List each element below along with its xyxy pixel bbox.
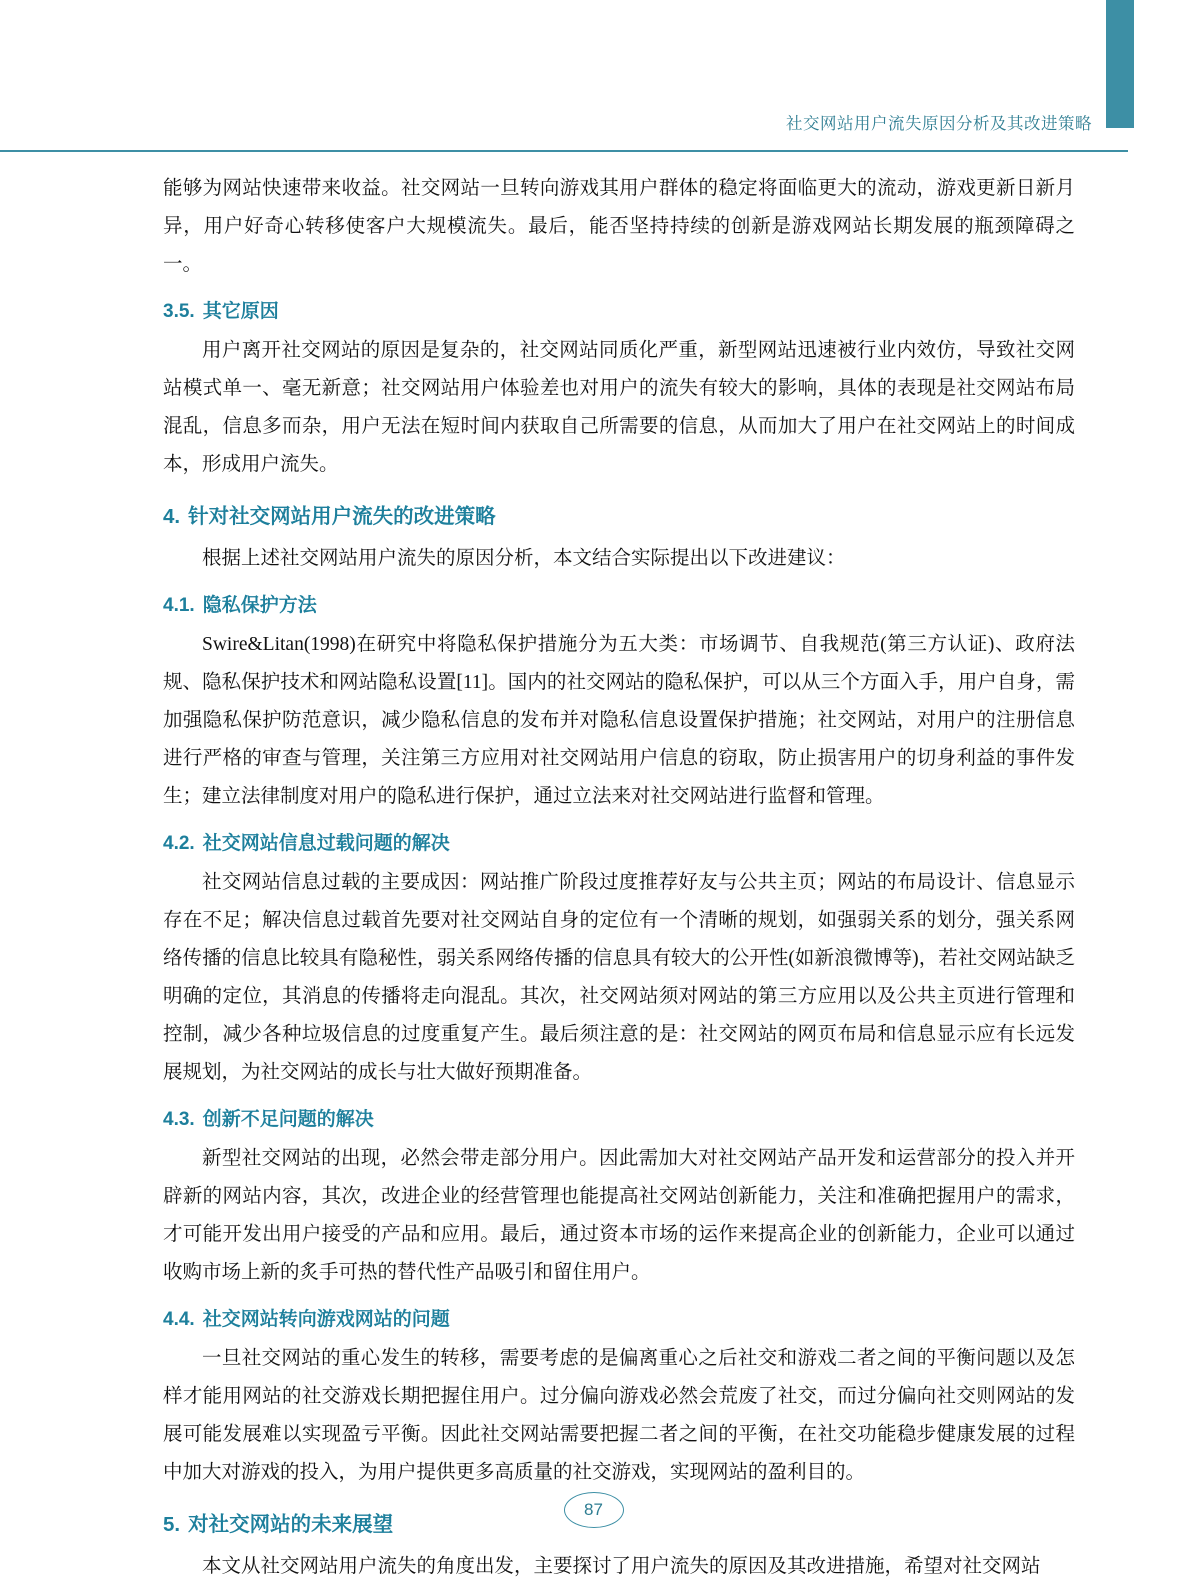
heading-4-2 [163, 828, 1075, 860]
paragraph-intro: 能够为网站快速带来收益。社交网站一旦转向游戏其用户群体的稳定将面临更大的流动，游戏更新日新月异，用户好奇心转移使客户大规模流失。最后，能否坚持持续的创新是游戏网站长期发展的瓶颈障碍之一。 [163, 178, 1075, 275]
header-accent-bar [1106, 0, 1134, 128]
heading-4-1-text: 隐私保护方法 [202, 595, 317, 616]
heading-4-number: 4. [163, 505, 181, 528]
heading-4-text: 针对社交网站用户流失的改进策略 [188, 505, 496, 528]
heading-4-3 [163, 1104, 1075, 1136]
paragraph-4-3: 新型社交网站的出现，必然会带走部分用户。因此需加大对社交网站产品开发和运营部分的投入并开辟新的网站内容，其次，改进企业的经营管理也能提高社交网站创新能力，关注和准确把握用户的需求，才可能开发出用户接受的产品和应用。最后，通过资本市场的运作来提高企业的创新能力，企业可以通过收购市场上新的炙手可热的替代性产品吸引和留住用户。 [163, 1148, 1075, 1283]
paragraph-3-5: 用户离开社交网站的原因是复杂的，社交网站同质化严重，新型网站迅速被行业内效仿，导致社交网站模式单一、毫无新意；社交网站用户体验差也对用户的流失有较大的影响，具体的表现是社交网站布局混乱，信息多而杂，用户无法在短时间内获取自己所需要的信息，从而加大了用户在社交网站上的时间成本，形成用户流失。 [163, 340, 1075, 475]
page-number-badge: 87 [564, 1492, 624, 1528]
heading-4-2-text: 社交网站信息过载问题的解决 [202, 833, 450, 854]
heading-4-4-number: 4.4. [163, 1309, 195, 1330]
paragraph-4-4: 一旦社交网站的重心发生的转移，需要考虑的是偏离重心之后社交和游戏二者之间的平衡问题以及怎样才能用网站的社交游戏长期把握住用户。过分偏向游戏必然会荒废了社交，而过分偏向社交则网站的发展可能发展难以实现盈亏平衡。因此社交网站需要把握二者之间的平衡，在社交功能稳步健康发展的过程中加大对游戏的投入，为用户提供更多高质量的社交游戏，实现网站的盈利目的。 [163, 1348, 1075, 1483]
heading-3-5 [163, 296, 1075, 328]
heading-4-2-number: 4.2. [163, 833, 195, 854]
heading-4-3-text: 创新不足问题的解决 [202, 1109, 374, 1130]
heading-4-4 [163, 1304, 1075, 1336]
heading-4 [163, 500, 1075, 534]
header-divider-rule [0, 150, 1128, 152]
document-body [163, 170, 1075, 1588]
paragraph-4-2: 社交网站信息过载的主要成因：网站推广阶段过度推荐好友与公共主页；网站的布局设计、信息显示存在不足；解决信息过载首先要对社交网站自身的定位有一个清晰的规划，如强弱关系的划分，强关系网络传播的信息比较具有隐秘性，弱关系网络传播的信息具有较大的公开性(如新浪微博等)，若社交网站缺乏明确的定位，其消息的传播将走向混乱。其次，社交网站须对网站的第三方应用以及公共主页进行管理和控制，减少各种垃圾信息的过度重复产生。最后须注意的是：社交网站的网页布局和信息显示应有长远发展规划，为社交网站的成长与壮大做好预期准备。 [163, 872, 1075, 1083]
heading-4-1 [163, 590, 1075, 622]
paragraph-5: 本文从社交网站用户流失的角度出发，主要探讨了用户流失的原因及其改进措施，希望对社交网站 [202, 1556, 1041, 1577]
paragraph-4-1: Swire&Litan(1998)在研究中将隐私保护措施分为五大类：市场调节、自我规范(第三方认证)、政府法规、隐私保护技术和网站隐私设置[11]。国内的社交网站的隐私保护，可以从三个方面入手，用户自身，需加强隐私保护防范意识，减少隐私信息的发布并对隐私信息设置保护措施；社交网站，对用户的注册信息进行严格的审查与管理，关注第三方应用对社交网站用户信息的窃取，防止损害用户的切身利益的事件发生；建立法律制度对用户的隐私进行保护，通过立法来对社交网站进行监督和管理。 [163, 634, 1075, 807]
paragraph-4: 根据上述社交网站用户流失的原因分析，本文结合实际提出以下改进建议： [202, 548, 846, 569]
heading-4-4-text: 社交网站转向游戏网站的问题 [202, 1309, 450, 1330]
heading-4-1-number: 4.1. [163, 595, 195, 616]
heading-4-3-number: 4.3. [163, 1109, 195, 1130]
heading-5-text: 对社交网站的未来展望 [188, 1513, 394, 1536]
running-header-title: 社交网站用户流失原因分析及其改进策略 [786, 115, 1092, 133]
heading-3-5-text: 其它原因 [202, 301, 279, 322]
heading-3-5-number: 3.5. [163, 301, 195, 322]
heading-5-number: 5. [163, 1513, 181, 1536]
